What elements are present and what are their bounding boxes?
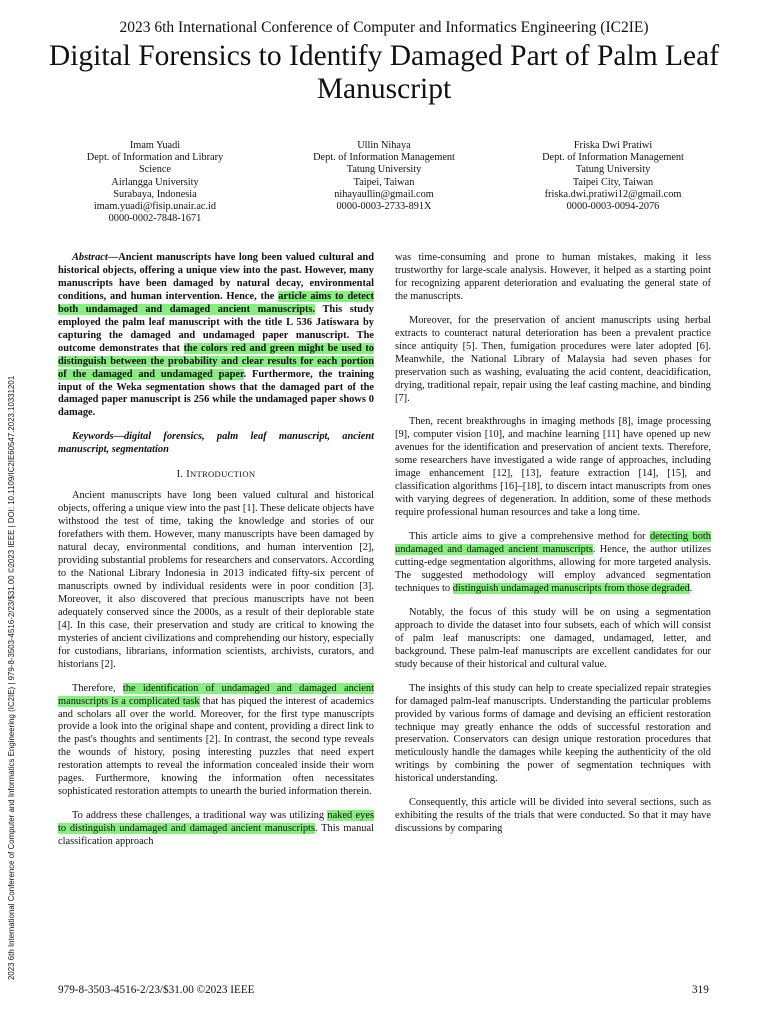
paragraph-text: . [689, 582, 693, 594]
paragraph: Then, recent breakthroughs in imaging methods [8], image processing [9], computer vision [10], and machine learning [11] have opened up new avenues for the identification and preservation of ancient texts. Therefore, some researchers have investigated a wide range of approaches, including image enhancement [12], [13], feature extraction [14], [15], and classification algorithms [16]–[18], to discern intact manuscripts from ones with varying degrees of degeneration. In addition, some of these methods require professional human resources and take a long time. [395, 416, 711, 519]
conference-header: 2023 6th International Conference of Computer and Informatics Engineering (IC2IE) [119, 19, 649, 36]
paragraph-text: Therefore, [72, 682, 123, 694]
paragraph: The insights of this study can help to create specialized repair strategies for damaged palm-leaf manuscripts. Understanding the particular problems provided by various forms of damage and devising an efficient restoration technique may greatly enhance the odds of successful restoration and preservation. Conservators can design unique restoration procedures that meticulously handle the damages while keeping the authenticity of the old writings by combining the power of segmentation techniques with historical understanding. [395, 682, 711, 785]
abstract-text: . Furthermore, the training input of the Weka segmentation shows that the damaged part of the damaged paper manuscript is 256 while the undamaged paper shows 0 damage. [58, 368, 374, 419]
author-location: Taipei City, Taiwan [572, 176, 654, 188]
paragraph-text: This article aims to give a comprehensive method for [409, 531, 650, 543]
keywords-dash: — [113, 431, 124, 443]
author-affiliation: Dept. of Information and Library [86, 152, 224, 164]
keywords-label: Keywords [72, 431, 114, 443]
author-name: Ullin Nihaya [357, 140, 411, 151]
highlight: the identification of undamaged and damaged ancient manuscripts is a complicated task [58, 682, 375, 707]
author-university: Tatung University [575, 164, 651, 176]
author-name: Imam Yuadi [129, 140, 181, 151]
author-1 [40, 140, 270, 225]
author-affiliation: Dept. of Information Management [313, 152, 455, 164]
highlight: the colors red and green might be used to distinguish between the probability and clear results for each portion of the damaged and undamaged paper [58, 342, 374, 380]
paragraph [58, 683, 374, 800]
author-university: Tatung University [346, 164, 422, 176]
abstract [58, 252, 374, 420]
author-orcid: 0000-0003-2733-891X [336, 201, 432, 213]
abstract-text: This study employed the palm leaf manuscript with the title L 536 Jatiswara by capturing the damaged and undamaged paper manuscript. The outcome demonstrates that [58, 303, 374, 354]
highlight: detecting both undamaged and damaged ancient manuscripts [395, 531, 712, 556]
author-location: Surabaya, Indonesia [113, 188, 197, 200]
section-initial: I [186, 469, 190, 481]
abstract-label: Abstract [72, 252, 108, 263]
abstract-text: Ancient manuscripts have long been valued cultural and historical objects, offering a unique view into the past. However, many manuscripts have been damaged by natural decay, environmental conditions, and human intervention. Hence, the [58, 252, 374, 302]
author-3 [498, 140, 728, 213]
author-name: Friska Dwi Pratiwi [573, 140, 653, 151]
paragraph: Consequently, this article will be divided into several sections, such as exhibiting the results of the trials that were conducted. So that it may have discussions by comparing [395, 797, 711, 835]
author-2 [269, 140, 499, 213]
abstract-dash: — [107, 252, 119, 263]
highlight: naked eyes to distinguish undamaged and damaged ancient manuscripts [58, 810, 374, 835]
keywords [58, 431, 374, 457]
keywords-text: digital forensics, palm leaf manuscript, ancient manuscript, segmentation [58, 431, 374, 456]
left-column [58, 252, 374, 860]
paragraph [58, 810, 374, 849]
paragraph: Ancient manuscripts have long been valued cultural and historical objects, offering a unique view into the past [1]. These delicate objects have withstood the test of time, taking the knowledge and stories of our forefathers with them. However, many manuscripts have been damaged by natural decay, environmental conditions, and human intervention [2], providing substantial problems for researchers and conservators. According to the National Library Indonesia in 2013 indicated fifty-six percent of manuscripts owned by individual residents were in poor condition [3]. Moreover, it also discovered that precious manuscripts have not been adequately conserved since the 2000s, as a result of their deplorable state [4]. In this case, their preservation and study are critical to knowing the mysteries of ancient civilizations and comprehending our history, especially for custodians, librarians, information scientists, archivists, curators, and historians [2]. [58, 490, 374, 670]
paragraph: Notably, the focus of this study will be on using a segmentation approach to divide the dataset into four subsets, each of which will consist of palm leaf manuscripts: one damaged, undamaged, letter, and background. These palm-leaf manuscripts are excellent candidates for our study because of their historical and cultural value. [395, 606, 711, 670]
paragraph: was time-consuming and prone to human mistakes, making it less trustworthy for large-scale analysis. However, it helped as a starting point for recognizing apparent deterioration and evaluating the general state of the manuscripts. [395, 252, 711, 302]
paragraph-text: To address these challenges, a traditional way was utilizing [72, 810, 328, 822]
author-affiliation: Science [138, 164, 172, 176]
highlight: article aims to detect both undamaged and damaged ancient manuscripts. [58, 290, 374, 315]
paragraph-text: . Hence, the author utilizes cutting-edge segmentation algorithms, allowing for more targeted analysis. The suggested methodology will employ advanced segmentation techniques to [395, 544, 711, 594]
author-orcid: 0000-0003-0094-2076 [566, 201, 660, 213]
author-email[interactable]: imam.yuadi@fisip.unair.ac.id [93, 201, 217, 213]
paragraph-text: . This manual classification approach [58, 823, 374, 848]
page-number: 319 [692, 984, 709, 996]
author-email[interactable]: friska.dwi.pratiwi12@gmail.com [544, 188, 682, 200]
paragraph [395, 531, 711, 596]
author-affiliation: Dept. of Information Management [542, 152, 684, 164]
paragraph-text: that has piqued the interest of academics and scholars all over the world. Moreover, for the first type manuscripts provide a look into the original shape and content, providing a direct link to the past's thoughts and sentiments [2]. In contrast, the second type reveals the wounds of history, posing interesting puzzles that need expert restoration attempts to reveal the information concealed inside their worn pages. Furthermore, knowing the information often necessitates sophisticated restoration attempts to unearth the buried information therein. [58, 695, 374, 798]
paper-title: Digital Forensics to Identify Damaged Part of Palm Leaf Manuscript [48, 40, 720, 105]
author-email[interactable]: nihayaullin@gmail.com [334, 188, 434, 200]
author-university: Airlangga University [111, 176, 199, 188]
right-column [395, 252, 711, 847]
author-orcid: 0000-0002-7848-1671 [108, 213, 202, 225]
section-heading-introduction [58, 468, 374, 482]
section-title-rest: NTRODUCTION [189, 469, 256, 480]
paragraph: Moreover, for the preservation of ancient manuscripts using herbal extracts to counteract natural deterioration has been a prevalent practice since antiquity [5]. Then, fumigation procedures were later adopted [6]. Meanwhile, the National Library of Malaysia had seven phases for preservation such as washing, evaluating the acid content, deacidification, drying, traditional repair, repair using the leaf casting machine, and binding [7]. [395, 314, 711, 404]
footer-copyright: 979-8-3503-4516-2/23/$31.00 ©2023 IEEE [58, 984, 255, 996]
doi-sidebar: 2023 6th International Conference of Computer and Informatics Engineering (IC2IE) | 979-8-3503-4516-2/23/$31.00 ©2023 IEEE | DOI: 10.1109/IC2IE60547.2023.10331201 [7, 375, 16, 980]
section-number: I. [176, 469, 187, 481]
author-location: Taipei, Taiwan [353, 176, 415, 188]
highlight: distinguish undamaged manuscripts from those degraded [452, 582, 690, 594]
